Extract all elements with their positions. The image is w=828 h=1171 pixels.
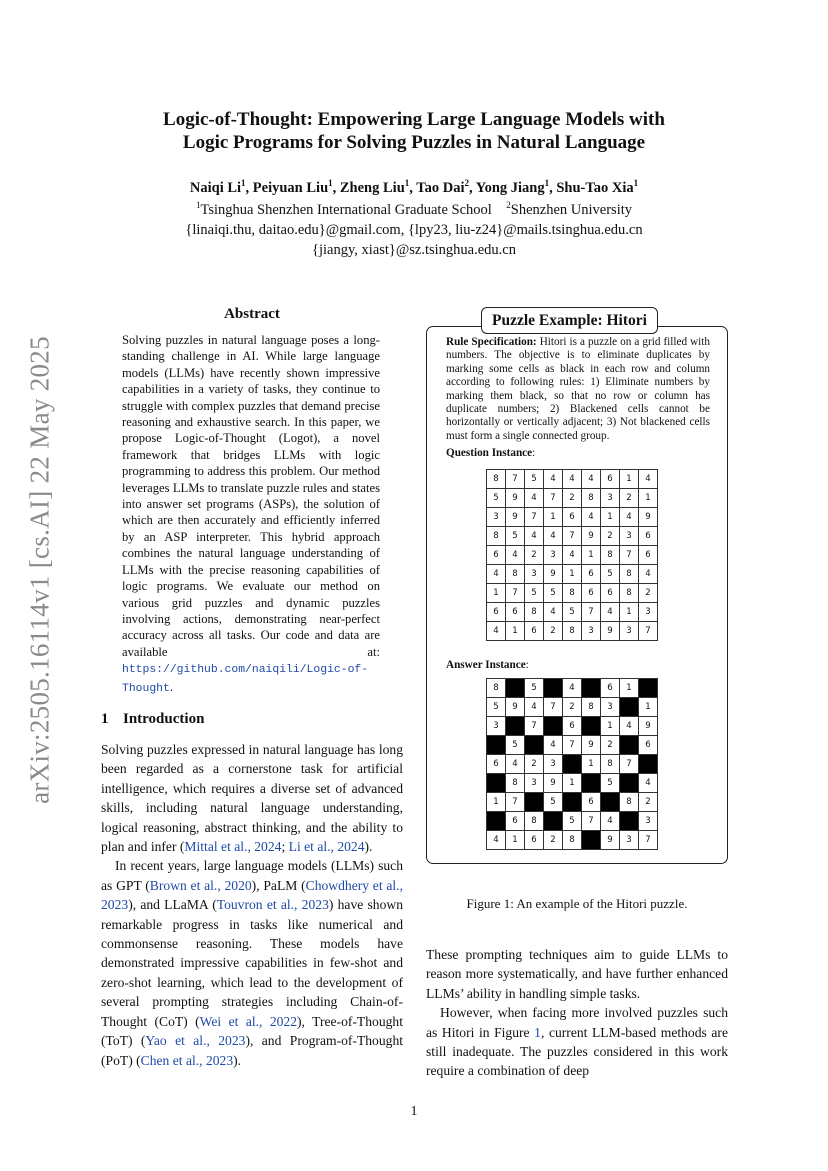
affiliation-number: 1 (195, 200, 201, 210)
title-line-1: Logic-of-Thought: Empowering Large Language Models with (163, 109, 665, 130)
grid-cell: 8 (487, 679, 506, 698)
grid-cell: 6 (639, 736, 658, 755)
grid-cell: 4 (639, 774, 658, 793)
text-run: ; (281, 839, 289, 855)
grid-cell: 3 (487, 508, 506, 527)
black-cell (639, 755, 658, 774)
author-name: Peiyuan Liu (252, 180, 329, 196)
grid-cell: 5 (525, 679, 544, 698)
grid-cell: 3 (639, 603, 658, 622)
grid-cell: 7 (506, 470, 525, 489)
answer-label-text: Answer Instance (446, 659, 526, 671)
section-number: 1 (101, 711, 109, 727)
grid-cell: 6 (563, 717, 582, 736)
grid-cell: 6 (563, 508, 582, 527)
grid-cell: 7 (639, 622, 658, 641)
text-run: ) have shown remarkable progress in tasks like numerical and commonsense reasoning. These models have demonstrated impressive capabilities in few-shot and zero-shot learning, which lead to the development of several prompting strategies including Chain-of-Thought (CoT) ( (101, 897, 404, 1029)
grid-cell: 3 (620, 831, 639, 850)
abstract-heading: Abstract (224, 306, 280, 322)
author-affiliation-mark: 1 (404, 178, 410, 188)
figure-box-title: Puzzle Example: Hitori (481, 307, 658, 334)
grid-cell: 4 (620, 508, 639, 527)
grid-cell: 4 (487, 565, 506, 584)
rule-text: Hitori is a puzzle on a grid filled with numbers. The objective is to eliminate duplicates by marking some cells as black in each row and column according to following rules: 1) Eliminate numbers by marking them black, so that no row or column has duplicate numbers; 2) Blackened cells cannot be horizontally or vertically adjacent; 3) Not blackened cells must form a single connected group. (446, 336, 710, 442)
grid-cell: 3 (601, 698, 620, 717)
grid-row (487, 489, 658, 508)
rule-specification (446, 336, 710, 443)
black-cell (525, 736, 544, 755)
figure-caption: Figure 1: An example of the Hitori puzzle. (466, 896, 688, 911)
answer-label-colon: : (525, 659, 529, 671)
question-label-text: Question Instance (446, 447, 533, 459)
grid-cell: 8 (601, 755, 620, 774)
grid-cell: 7 (620, 546, 639, 565)
grid-cell: 1 (601, 717, 620, 736)
grid-row (487, 546, 658, 565)
grid-cell: 7 (563, 736, 582, 755)
black-cell (525, 793, 544, 812)
affiliation-name: Shenzhen University (510, 202, 633, 218)
grid-cell: 8 (487, 527, 506, 546)
grid-cell: 6 (601, 470, 620, 489)
grid-cell: 9 (506, 508, 525, 527)
grid-cell: 8 (620, 793, 639, 812)
grid-cell: 1 (563, 565, 582, 584)
question-label-colon: : (532, 447, 536, 459)
citation-link[interactable]: Chen et al., 2023 (140, 1052, 234, 1068)
citation-link[interactable]: Yao et al., 2023 (145, 1033, 246, 1049)
black-cell (582, 831, 601, 850)
grid-cell: 3 (639, 812, 658, 831)
grid-cell: 8 (620, 584, 639, 603)
grid-cell: 6 (639, 546, 658, 565)
grid-cell: 2 (639, 584, 658, 603)
grid-row (487, 736, 658, 755)
question-label (446, 447, 535, 459)
page-number: 1 (410, 1104, 418, 1119)
author-affiliation-mark: 1 (241, 178, 246, 188)
grid-cell: 2 (525, 755, 544, 774)
text-run: ), PaLM ( (251, 877, 306, 893)
grid-cell: 4 (487, 831, 506, 850)
title-line-2: Logic Programs for Solving Puzzles in Natural Language (182, 132, 646, 153)
grid-cell: 3 (601, 489, 620, 508)
grid-cell: 6 (601, 584, 620, 603)
black-cell (601, 793, 620, 812)
grid-cell: 4 (544, 470, 563, 489)
grid-cell: 6 (487, 755, 506, 774)
paper-title (100, 108, 728, 154)
grid-cell: 4 (563, 546, 582, 565)
text-run: ), Tree-of-Thought (ToT) ( (101, 1013, 403, 1049)
citation-link[interactable]: Mittal et al., 2024 (184, 839, 282, 855)
text-run: ). (364, 839, 373, 855)
black-cell (544, 717, 563, 736)
grid-cell: 2 (544, 622, 563, 641)
grid-cell: 6 (525, 622, 544, 641)
black-cell (563, 755, 582, 774)
grid-row (487, 717, 658, 736)
grid-cell: 7 (582, 812, 601, 831)
question-grid (486, 469, 658, 641)
grid-cell: 7 (582, 603, 601, 622)
grid-cell: 3 (544, 546, 563, 565)
grid-cell: 6 (582, 793, 601, 812)
black-cell (487, 774, 506, 793)
grid-cell: 1 (487, 793, 506, 812)
grid-cell: 6 (506, 603, 525, 622)
grid-cell: 8 (582, 698, 601, 717)
intro-paragraph-2 (101, 856, 403, 1069)
black-cell (544, 679, 563, 698)
grid-cell: 3 (487, 717, 506, 736)
grid-cell: 5 (506, 736, 525, 755)
grid-cell: 2 (544, 831, 563, 850)
answer-grid (486, 678, 658, 850)
grid-cell: 7 (563, 527, 582, 546)
citation-link[interactable]: Wei et al., 2022 (199, 1013, 298, 1029)
grid-cell: 8 (487, 470, 506, 489)
grid-cell: 4 (506, 546, 525, 565)
right-paragraph-2 (426, 1003, 728, 1081)
grid-cell: 4 (601, 812, 620, 831)
grid-cell: 1 (639, 698, 658, 717)
grid-row (487, 603, 658, 622)
grid-cell: 4 (582, 470, 601, 489)
grid-row (487, 679, 658, 698)
grid-cell: 4 (639, 565, 658, 584)
grid-cell: 2 (639, 793, 658, 812)
grid-cell: 9 (544, 565, 563, 584)
grid-cell: 7 (544, 698, 563, 717)
affiliation-number: 2 (506, 200, 511, 210)
grid-cell: 2 (563, 489, 582, 508)
abstract-body (122, 332, 380, 697)
citation-link[interactable]: Li et al., 2024 (288, 839, 365, 855)
grid-cell: 4 (563, 679, 582, 698)
emails-line-2: {jiangy, xiast}@sz.tsinghua.edu.cn (312, 242, 516, 258)
grid-cell: 8 (506, 565, 525, 584)
grid-row (487, 527, 658, 546)
grid-cell: 6 (525, 831, 544, 850)
grid-cell: 9 (601, 622, 620, 641)
intro-paragraph-1 (101, 740, 403, 856)
grid-cell: 2 (601, 527, 620, 546)
citation-link[interactable]: Touvron et al., 2023 (216, 897, 329, 913)
black-cell (620, 774, 639, 793)
author-name: Naiqi Li (189, 180, 242, 196)
grid-cell: 5 (601, 774, 620, 793)
grid-cell: 8 (620, 565, 639, 584)
grid-cell: 5 (563, 812, 582, 831)
black-cell (620, 698, 639, 717)
grid-cell: 8 (525, 603, 544, 622)
grid-cell: 5 (601, 565, 620, 584)
grid-cell: 1 (563, 774, 582, 793)
text-run: However, when facing more involved puzzles such as Hitori in Figure (426, 1005, 728, 1040)
grid-cell: 4 (506, 755, 525, 774)
grid-row (487, 622, 658, 641)
grid-row (487, 812, 658, 831)
intro-column-right (426, 945, 728, 1081)
grid-cell: 3 (582, 622, 601, 641)
grid-cell: 1 (487, 584, 506, 603)
author-name: Yong Jiang (475, 180, 545, 196)
grid-cell: 1 (506, 622, 525, 641)
rule-label: Rule Specification: (446, 336, 537, 348)
grid-cell: 9 (601, 831, 620, 850)
grid-cell: 6 (506, 812, 525, 831)
grid-row (487, 508, 658, 527)
grid-cell: 4 (620, 717, 639, 736)
grid-cell: 4 (525, 698, 544, 717)
grid-row (487, 793, 658, 812)
text-run: ), and Program-of-Thought (PoT) ( (101, 1033, 404, 1068)
grid-cell: 3 (544, 755, 563, 774)
grid-cell: 7 (506, 793, 525, 812)
grid-cell: 5 (544, 793, 563, 812)
section-title: Introduction (123, 711, 205, 727)
grid-cell: 6 (601, 679, 620, 698)
author-list: Naiqi Li$^1$, Peiyuan Liu$^1$, Zheng Liu$^1$, Tao Dai$^2$, Yong Jiang$^1$, Shu-Tao Xia$^1$ (189, 178, 639, 196)
grid-cell: 3 (525, 774, 544, 793)
grid-cell: 6 (487, 546, 506, 565)
grid-cell: 9 (506, 698, 525, 717)
grid-cell: 8 (582, 489, 601, 508)
author-affiliation-mark: 1 (328, 178, 333, 188)
grid-cell: 3 (525, 565, 544, 584)
affiliations (100, 200, 728, 260)
grid-cell: 4 (525, 527, 544, 546)
text-run: ), and LLaMA ( (128, 897, 217, 913)
arxiv-stamp (10, 310, 70, 830)
grid-row (487, 698, 658, 717)
author-name: Shu-Tao Xia (556, 180, 634, 196)
grid-cell: 6 (582, 565, 601, 584)
grid-cell: 3 (620, 527, 639, 546)
affiliation-line (100, 200, 728, 220)
grid-cell: 6 (487, 603, 506, 622)
grid-cell: 1 (620, 603, 639, 622)
grid-cell: 3 (620, 622, 639, 641)
black-cell (506, 679, 525, 698)
black-cell (582, 679, 601, 698)
black-cell (563, 793, 582, 812)
citation-link[interactable]: 1 (534, 1024, 541, 1040)
abstract-end: . (169, 679, 174, 694)
grid-cell: 9 (544, 774, 563, 793)
grid-cell: 4 (487, 622, 506, 641)
intro-column-left (101, 740, 403, 1070)
grid-cell: 6 (639, 527, 658, 546)
grid-cell: 7 (525, 508, 544, 527)
grid-cell: 5 (563, 603, 582, 622)
grid-cell: 7 (639, 831, 658, 850)
author-affiliation-mark: 1 (633, 178, 639, 188)
author-affiliation-mark: 1 (544, 178, 550, 188)
grid-cell: 1 (582, 755, 601, 774)
grid-cell: 4 (525, 489, 544, 508)
grid-cell: 1 (620, 679, 639, 698)
grid-cell: 9 (639, 508, 658, 527)
grid-cell: 1 (506, 831, 525, 850)
grid-cell: 2 (563, 698, 582, 717)
text-run: ). (233, 1052, 242, 1068)
author-name: Tao Dai (416, 180, 465, 196)
grid-cell: 4 (639, 470, 658, 489)
black-cell (487, 736, 506, 755)
grid-row (487, 470, 658, 489)
grid-cell: 8 (563, 584, 582, 603)
grid-cell: 4 (544, 603, 563, 622)
grid-cell: 9 (506, 489, 525, 508)
grid-cell: 4 (563, 470, 582, 489)
citation-link[interactable]: Brown et al., 2020 (149, 877, 252, 893)
grid-cell: 4 (544, 527, 563, 546)
grid-cell: 9 (582, 527, 601, 546)
black-cell (582, 774, 601, 793)
grid-cell: 1 (620, 470, 639, 489)
black-cell (639, 679, 658, 698)
grid-cell: 5 (525, 470, 544, 489)
grid-row (487, 565, 658, 584)
grid-cell: 9 (639, 717, 658, 736)
grid-cell: 4 (601, 603, 620, 622)
grid-cell: 5 (544, 584, 563, 603)
answer-label (446, 659, 529, 671)
grid-cell: 1 (601, 508, 620, 527)
text-run: , current LLM-based methods are still inadequate. The puzzles considered in this work require a combination of deep (426, 1024, 728, 1079)
affiliation-name: Tsinghua Shenzhen International Graduate School (200, 202, 492, 218)
grid-cell: 2 (525, 546, 544, 565)
grid-cell: 8 (506, 774, 525, 793)
grid-cell: 6 (582, 584, 601, 603)
black-cell (582, 717, 601, 736)
grid-cell: 4 (544, 736, 563, 755)
author-name: Zheng Liu (339, 180, 405, 196)
grid-row (487, 584, 658, 603)
grid-cell: 8 (601, 546, 620, 565)
grid-cell: 2 (620, 489, 639, 508)
grid-cell: 8 (563, 831, 582, 850)
grid-cell: 2 (601, 736, 620, 755)
black-cell (620, 736, 639, 755)
grid-cell: 1 (639, 489, 658, 508)
right-paragraph-1 (426, 945, 728, 1003)
black-cell (620, 812, 639, 831)
grid-cell: 5 (525, 584, 544, 603)
grid-cell: 7 (620, 755, 639, 774)
grid-cell: 8 (525, 812, 544, 831)
grid-cell: 7 (506, 584, 525, 603)
grid-cell: 5 (487, 489, 506, 508)
grid-cell: 1 (582, 546, 601, 565)
grid-row (487, 831, 658, 850)
grid-row (487, 774, 658, 793)
grid-cell: 8 (563, 622, 582, 641)
grid-cell: 7 (525, 717, 544, 736)
grid-row (487, 755, 658, 774)
text-run: These prompting techniques aim to guide LLMs to reason more systematically, and have further enhanced LLMs’ ability in handling simple tasks. (426, 947, 728, 1001)
text-run: In recent years, large language models (LLMs) such as GPT ( (101, 858, 403, 893)
text-run: Solving puzzles expressed in natural language has long been regarded as a cornerstone task for artificial intelligence, which requires a diverse set of advanced skills, including natural language understanding, logical reasoning, abstract thinking, and the ability to plan and infer ( (101, 742, 403, 855)
author-affiliation-mark: 2 (464, 178, 469, 188)
section-heading (101, 711, 204, 728)
citation-link[interactable]: Chowdhery et al., 2023 (101, 877, 403, 913)
grid-cell: 9 (582, 736, 601, 755)
arxiv-identifier: arXiv:2505.16114v1 [cs.AI] 22 May 2025 (24, 336, 55, 804)
code-url-link[interactable]: https://github.com/naiqili/Logic-of-Thought (122, 664, 369, 695)
grid-cell: 7 (544, 489, 563, 508)
black-cell (487, 812, 506, 831)
emails-line-1: {linaiqi.thu, daitao.edu}@gmail.com, {lpy23, liu-z24}@mails.tsinghua.edu.cn (185, 222, 643, 238)
grid-cell: 5 (487, 698, 506, 717)
abstract-text: Solving puzzles in natural language poses a long-standing challenge in AI. While large language models (LLMs) have recently shown impressive capabilities in a variety of tasks, they continue to struggle with complex puzzles that demand precise reasoning and exhaustive search. In this paper, we propose Logic-of-Thought (Logot), a novel framework that bridges LLMs with logic programming to address this problem. Our method leverages LLMs to translate puzzle rules and states into answer set programs (ASPs), the solution of which are then accurately and efficiently inferred by an ASP interpreter. This hybrid approach combines the natural language understanding of LLMs with the precise reasoning capabilities of logic programs. We evaluate our method on various grid puzzles and dynamic puzzles involving actions, demonstrating near-perfect accuracy across all tasks. Our code and data are available at: (122, 333, 380, 659)
grid-cell: 1 (544, 508, 563, 527)
black-cell (544, 812, 563, 831)
grid-cell: 4 (582, 508, 601, 527)
black-cell (506, 717, 525, 736)
grid-cell: 5 (506, 527, 525, 546)
